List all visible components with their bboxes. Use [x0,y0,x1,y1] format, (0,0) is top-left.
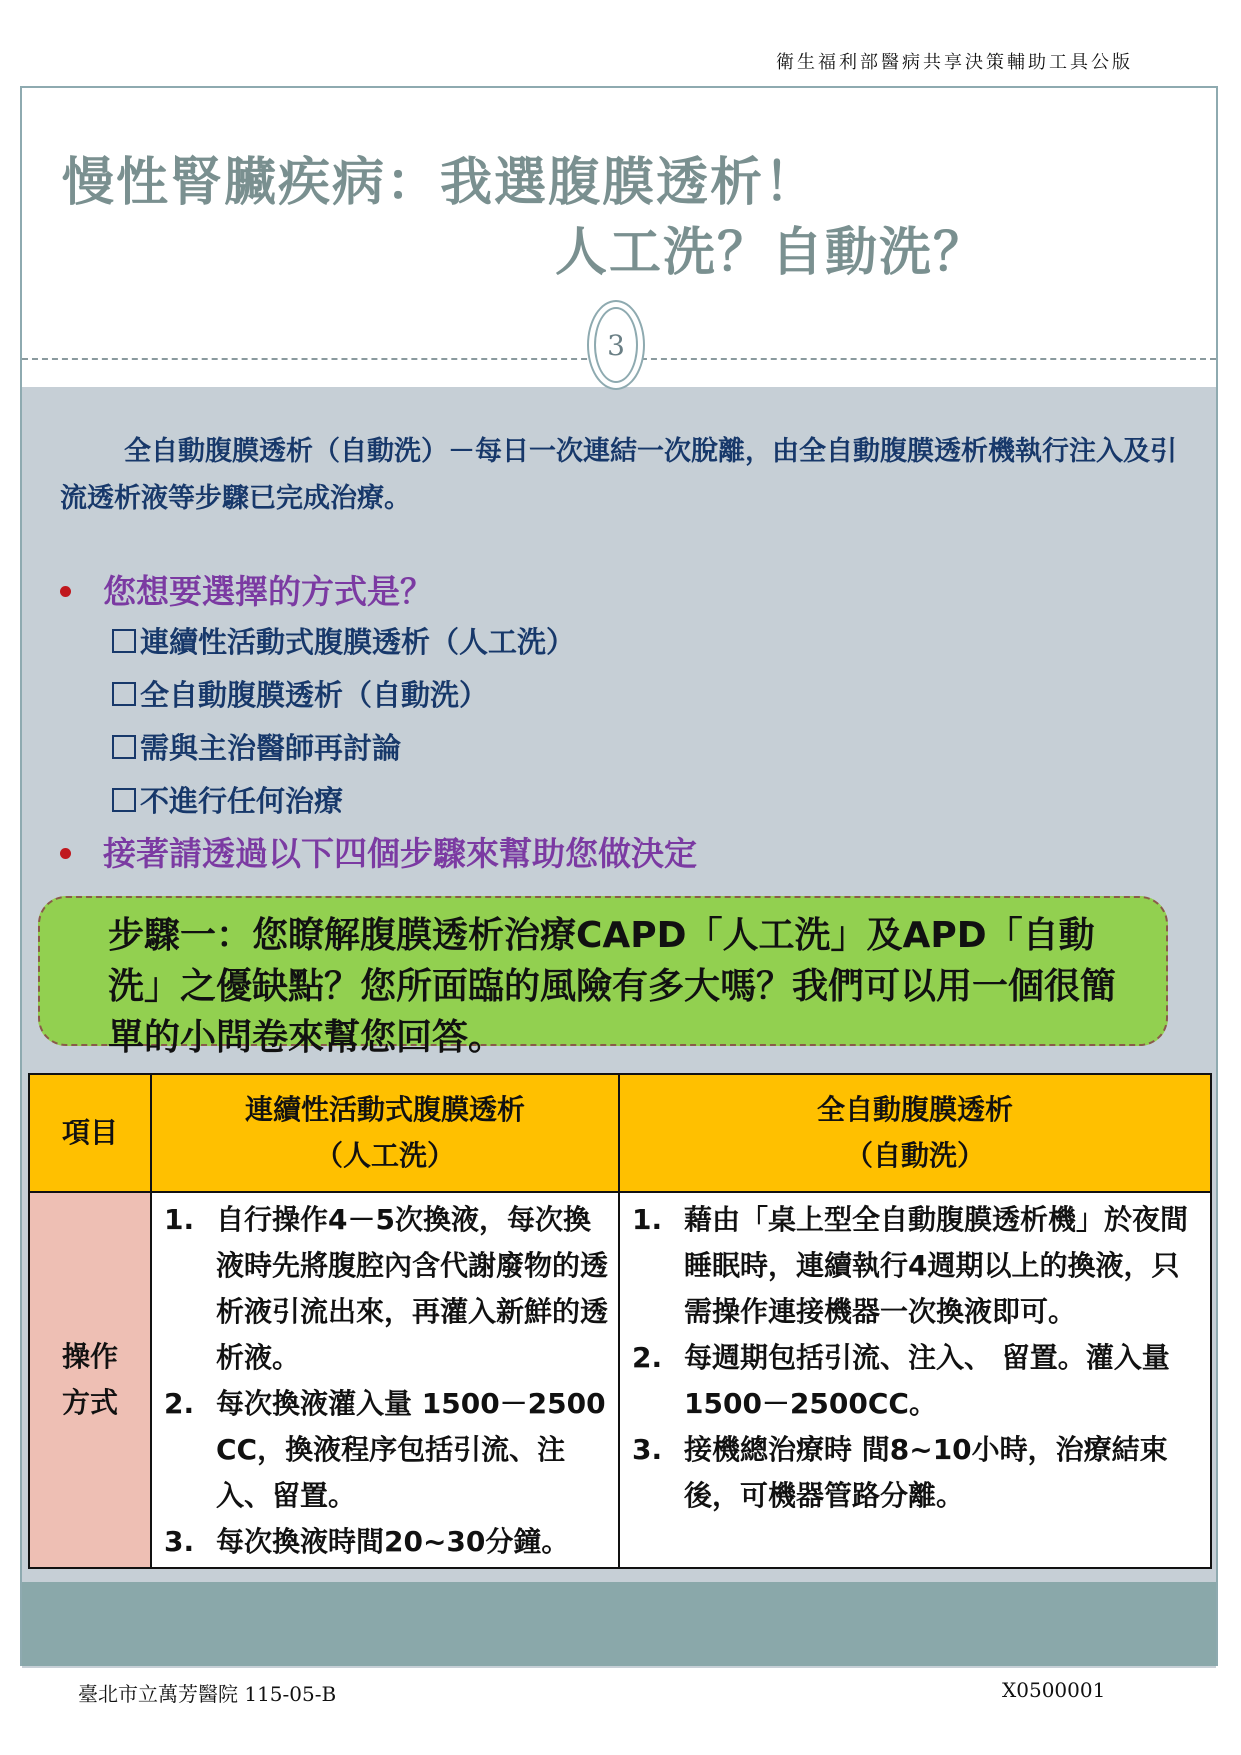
option-label: 需與主治醫師再討論 [140,731,402,765]
option-no-treatment[interactable] [112,779,343,820]
list-number: 2. [164,1387,195,1420]
header-apd [619,1074,1211,1192]
list-text: 每週期包括引流、注入、 留置。灌入量1500－2500CC。 [684,1341,1170,1420]
option-apd[interactable] [112,673,488,714]
option-label: 連續性活動式腹膜透析（人工洗） [140,625,576,659]
header-item: 項目 [29,1074,151,1192]
checkbox-icon[interactable] [112,629,136,653]
capd-cell [151,1192,619,1568]
checkbox-icon[interactable] [112,735,136,759]
header-note: 衛生福利部醫病共享決策輔助工具公版 [776,52,1133,73]
row-label-line1: 操作 [61,1340,118,1373]
footer-document-id: X0500001 [1002,1678,1106,1702]
page-number-badge [587,300,645,390]
row-label-line2: 方式 [61,1386,118,1419]
list-text: 接機總治療時 間8~10小時，治療結束後，可機器管路分離。 [684,1433,1168,1512]
list-item [620,1335,1204,1427]
list-number: 1. [632,1203,663,1236]
footer-hospital-code: 臺北市立萬芳醫院 115-05-B [78,1682,337,1706]
next-steps-text: 接著請透過以下四個步驟來幫助您做決定 [103,834,697,873]
list-number: 3. [164,1525,195,1558]
title-line-1: 慢性腎臟疾病：我選腹膜透析！ [62,153,819,213]
list-item [152,1197,612,1381]
header-apd-line2: （自動洗） [844,1139,985,1172]
list-number: 3. [632,1433,663,1466]
next-steps-bullet [60,828,697,875]
row-label [29,1192,151,1568]
option-label: 不進行任何治療 [140,784,344,818]
bottom-band [22,1582,1216,1666]
list-text: 每次換液灌入量 1500－2500 CC，換液程序包括引流、注入、留置。 [216,1387,606,1512]
checkbox-icon[interactable] [112,682,136,706]
list-number: 2. [632,1341,663,1374]
apd-cell [619,1192,1211,1568]
question-bullet [60,566,433,613]
option-capd[interactable] [112,620,575,661]
header-capd [151,1074,619,1192]
list-text: 每次換液時間20~30分鐘。 [216,1525,570,1558]
list-number: 1. [164,1203,195,1236]
question-text: 您想要選擇的方式是？ [103,572,433,611]
list-item [620,1427,1204,1519]
page-number: 3 [594,307,638,383]
header-capd-line1: 連續性活動式腹膜透析 [244,1093,525,1126]
list-text: 藉由「桌上型全自動腹膜透析機」於夜間睡眠時，連續執行4週期以上的換液，只需操作連接機器一次換液即可。 [684,1203,1189,1328]
list-item [620,1197,1204,1335]
list-item [152,1381,612,1519]
title-line-2: 人工洗？自動洗？ [555,223,988,283]
checkbox-icon[interactable] [112,788,136,812]
intro-text: 全自動腹膜透析（自動洗）－每日一次連結一次脫離，由全自動腹膜透析機執行注入及引流透析液等步驟已完成治療。 [60,436,1177,514]
option-label: 全自動腹膜透析（自動洗） [140,678,489,712]
intro-paragraph [60,428,1180,522]
step1-text: 步驟一：您瞭解腹膜透析治療CAPD「人工洗」及APD「自動洗」之優缺點？您所面臨的風險有多大嗎？我們可以用一個很簡單的小問卷來幫您回答。 [108,915,1117,1058]
bullet-icon [60,848,71,859]
list-text: 自行操作4－5次換液，每次換液時先將腹腔內含代謝廢物的透析液引流出來，再灌入新鮮的透析液。 [216,1203,609,1374]
comparison-table [28,1073,1212,1569]
header-apd-line1: 全自動腹膜透析 [816,1093,1013,1126]
header-capd-line2: （人工洗） [314,1139,455,1172]
bullet-icon [60,586,71,597]
option-discuss[interactable] [112,726,401,767]
page-frame [20,86,1218,1666]
step1-box [38,896,1168,1058]
list-item [152,1519,612,1565]
